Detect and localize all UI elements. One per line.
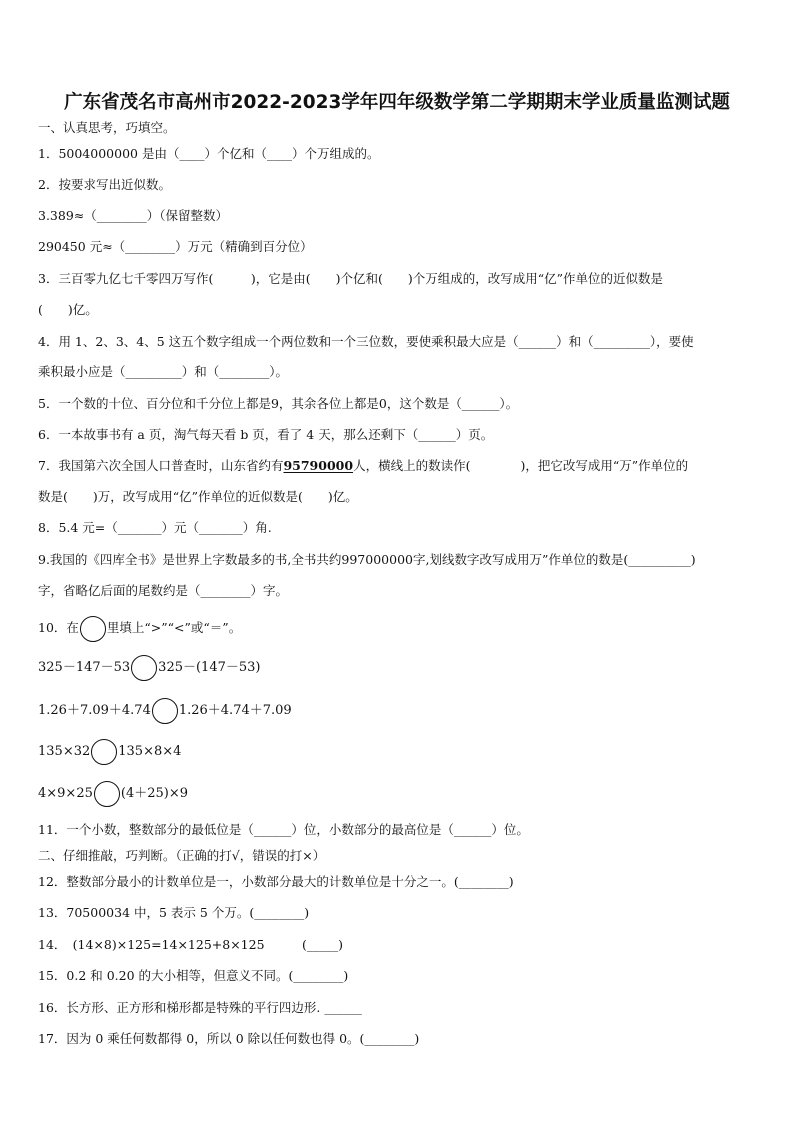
question-9-line-2: 字，省略亿后面的尾数约是（________）字。 [38,583,289,598]
question-5: 5．一个数的十位、百分位和千分位上都是9，其余各位上都是0，这个数是（______）。 [38,396,519,411]
compare-right: 135×8×4 [118,744,182,759]
page-title: 广东省茂名市高州市2022-2023学年四年级数学第二学期期末学业质量监测试题 [64,92,730,113]
question-10 [38,614,241,642]
q10-text-after: 里填上“>”“<”或“＝”。 [106,620,242,635]
compare-left: 1.26＋7.09＋4.74 [38,703,151,718]
compare-left: 135×32 [38,744,91,759]
question-9-line-1: 9.我国的《四库全书》是世界上字数最多的书,全书共约997000000字,划线数字改写成用万”作单位的数是(__________) [38,552,696,567]
compare-circle-example [80,616,106,642]
compare-circle-1[interactable] [131,655,157,681]
question-7-line-1 [38,458,688,474]
compare-right: 1.26＋4.74＋7.09 [178,703,292,718]
compare-right: (4＋25)×9 [120,786,188,801]
question-14: 14． (14×8)×125=14×125+8×125 (_____) [38,937,344,952]
compare-row-4 [38,780,188,808]
compare-circle-4[interactable] [94,781,120,807]
question-3-line-1: 3．三百零九亿七千零四万写作( )，它是由( )个亿和( )个万组成的，改写成用“亿”作单位的近似数是 [38,271,663,286]
compare-left: 325－147－53 [38,660,131,675]
question-4-line-2: 乘积最小应是（_________）和（________）。 [38,364,289,379]
question-13: 13．70500034 中，5 表示 5 个万。(________) [38,905,310,920]
compare-circle-2[interactable] [152,698,178,724]
q7-text-before: 7．我国第六次全国人口普查时，山东省约有 [38,458,284,473]
section-heading-judge: 二、仔细推敲，巧判断。（正确的打√，错误的打×） [38,848,326,863]
question-6: 6．一本故事书有 a 页，淘气每天看 b 页，看了 4 天，那么还剩下（______）页。 [38,427,494,442]
question-1: 1．5004000000 是由（____）个亿和（____）个万组成的。 [38,146,380,161]
question-2a: 3.389≈（________）（保留整数） [38,208,229,223]
compare-left: 4×9×25 [38,786,93,801]
compare-right: 325－(147－53) [158,660,261,675]
question-17: 17．因为 0 乘任何数都得 0，所以 0 除以任何数也得 0。(________) [38,1031,420,1046]
q7-text-after: 人，横线上的数读作( )，把它改写成用“万”作单位的 [353,458,689,473]
compare-circle-3[interactable] [91,739,117,765]
question-2b: 290450 元≈（________）万元（精确到百分位） [38,239,313,254]
compare-row-1 [38,654,260,682]
question-2: 2．按要求写出近似数。 [38,177,171,192]
underlined-number: 95790000 [283,458,354,473]
question-12: 12．整数部分最小的计数单位是一，小数部分最大的计数单位是十分之一。(________) [38,874,514,889]
q10-text-before: 10．在 [38,620,79,635]
section-heading-fill-in: 一、认真思考，巧填空。 [38,120,176,135]
compare-row-3 [38,738,181,766]
question-8: 8．5.4 元=（_______）元（_______）角. [38,520,272,535]
question-4-line-1: 4．用 1、2、3、4、5 这五个数字组成一个两位数和一个三位数，要使乘积最大应是（______）和（_________），要使 [38,334,694,349]
question-16: 16．长方形、正方形和梯形都是特殊的平行四边形. ______ [38,1000,362,1015]
question-7-line-2: 数是( )万，改写成用“亿”作单位的近似数是( )亿。 [38,489,358,504]
question-3-line-2: ( )亿。 [38,302,98,317]
compare-row-2 [38,697,292,725]
question-11: 11．一个小数，整数部分的最低位是（______）位，小数部分的最高位是（______）位。 [38,822,529,837]
question-15: 15．0.2 和 0.20 的大小相等，但意义不同。(________) [38,968,349,983]
